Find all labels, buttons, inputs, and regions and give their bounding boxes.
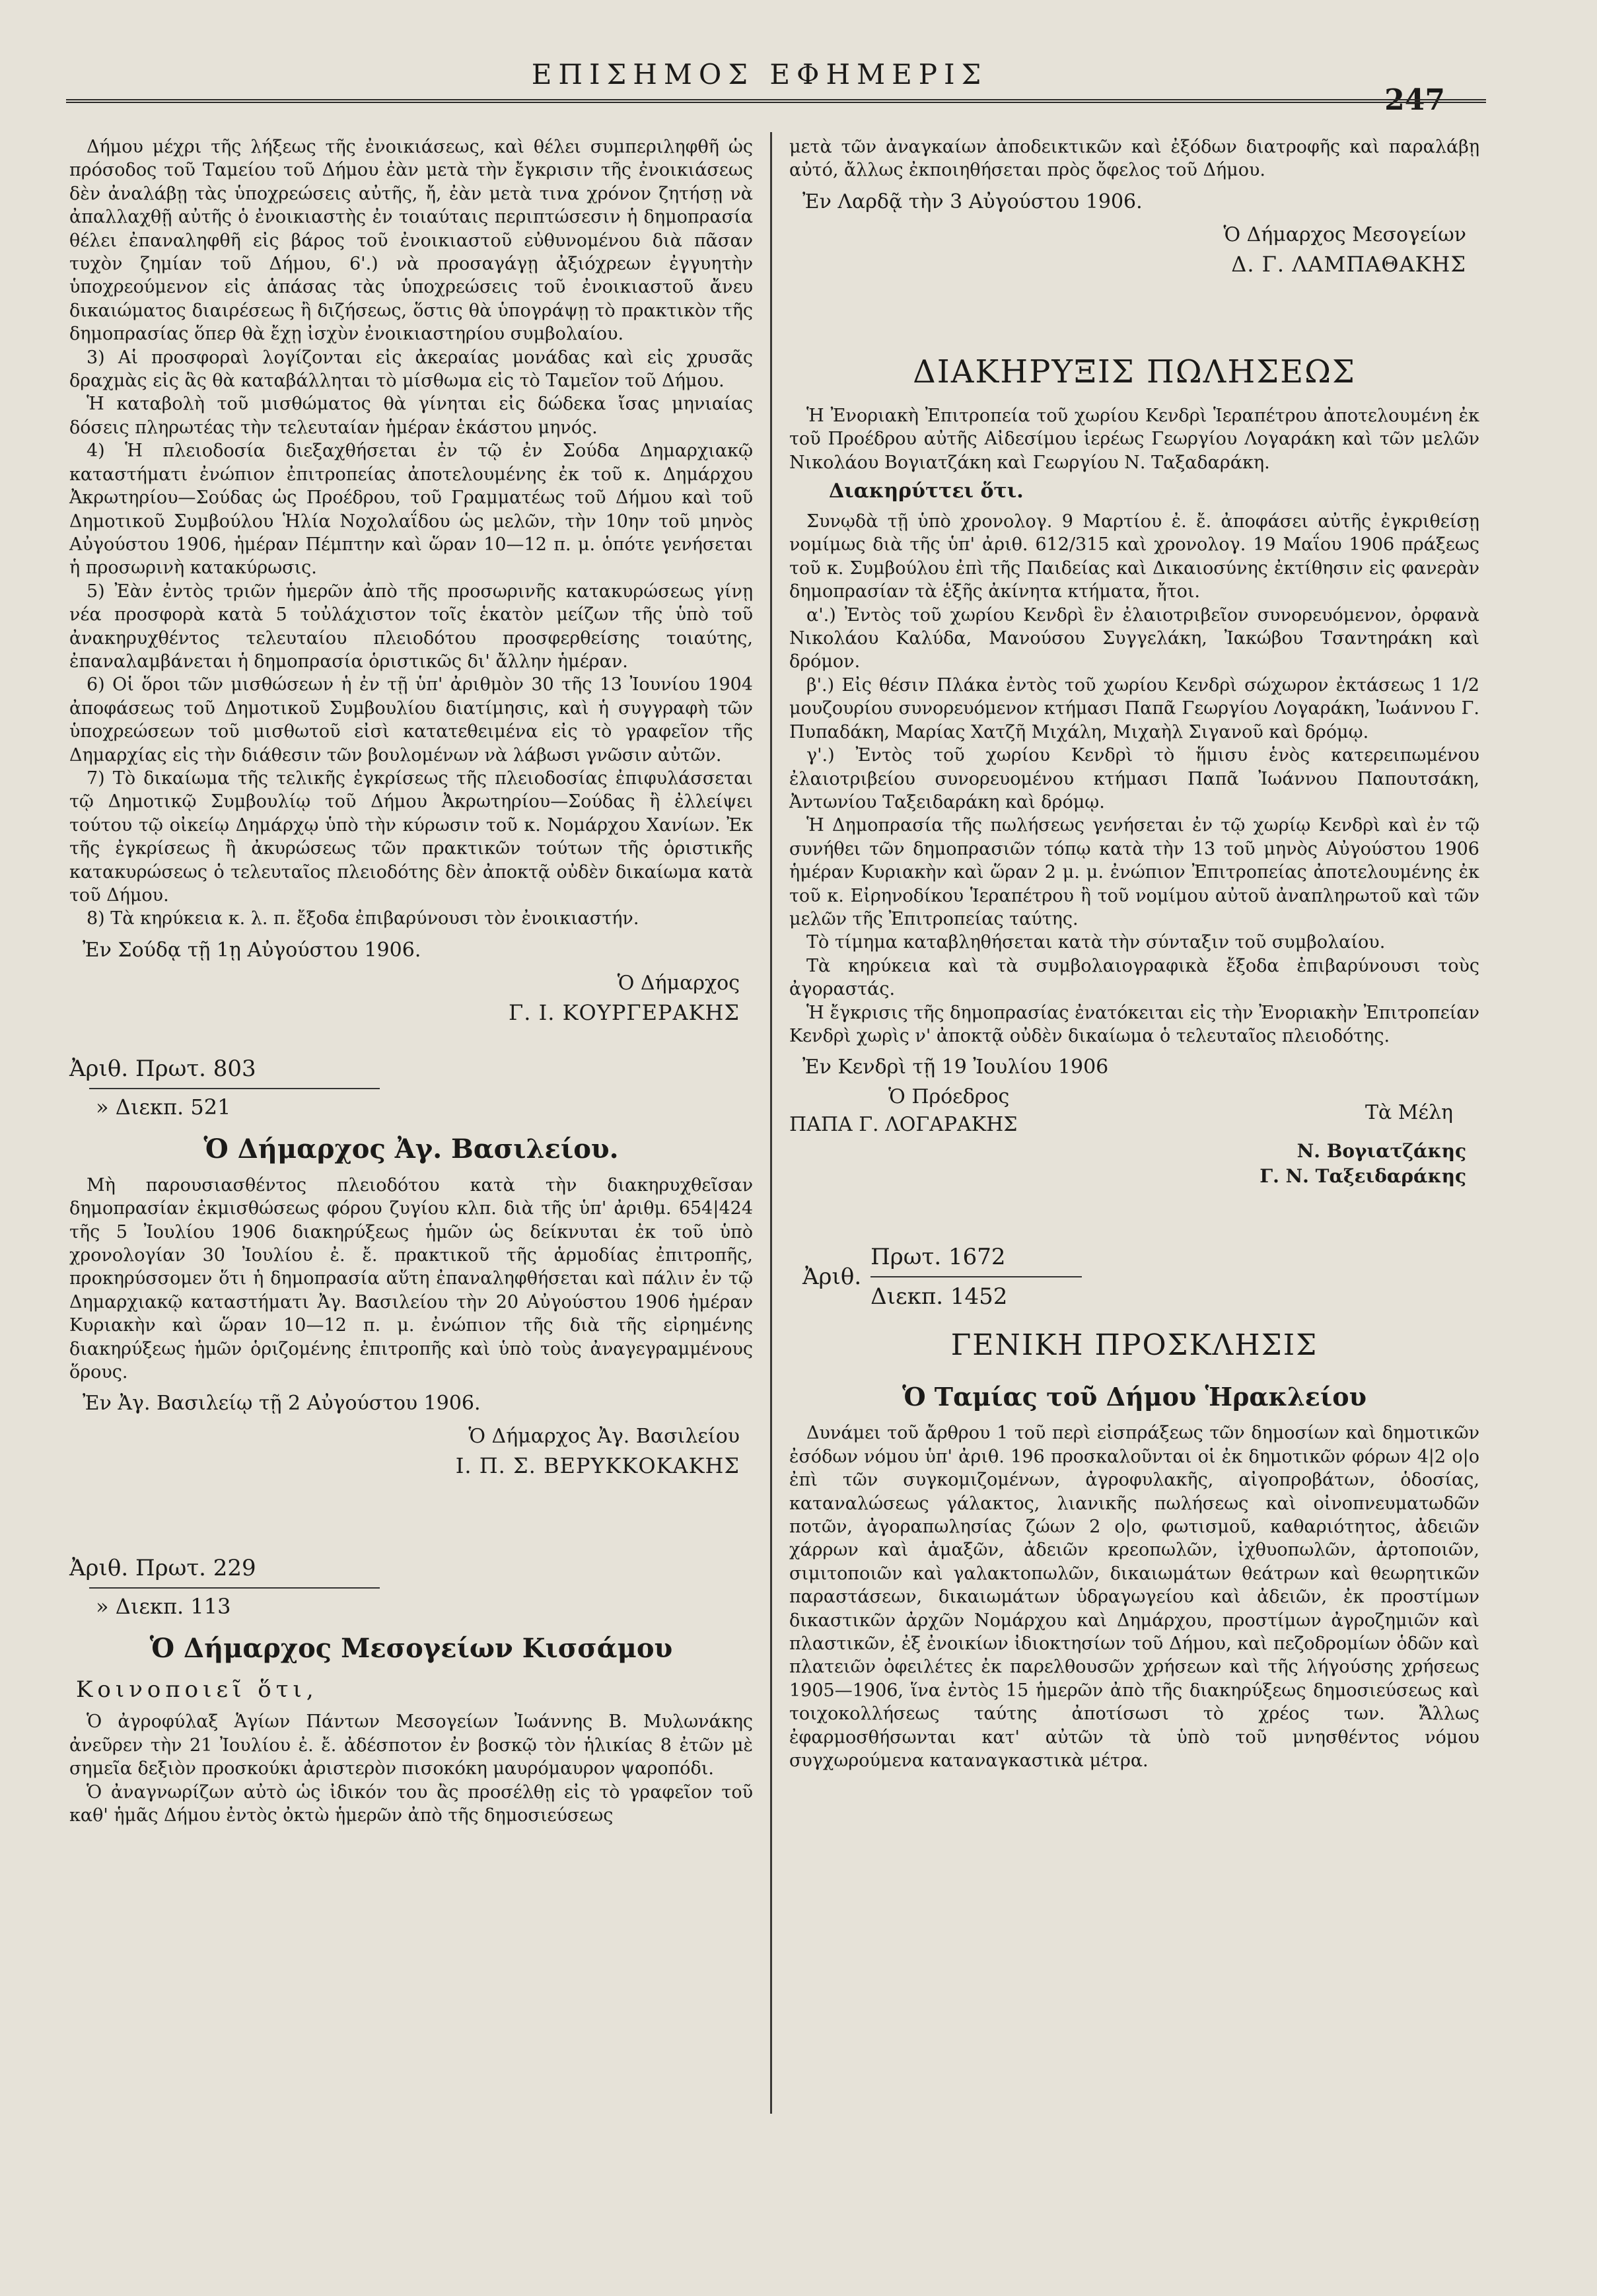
signature-row: [789, 1083, 1479, 1139]
signer-name: Δ. Γ. ΛΑΜΠΑΘΑΚΗΣ: [1231, 251, 1466, 277]
signer-title: Ὁ Δήμαρχος Ἀγ. Βασιλείου: [468, 1425, 740, 1449]
spacer: [789, 279, 1479, 338]
kissamos-notice: [69, 1553, 753, 1827]
paragraph: 6) Οἱ ὅροι τῶν μισθώσεων ἡ ἐν τῇ ὑπ' ἀριθμὸν 30 τῆς 13 Ἰουνίου 1904 ἀποφάσεως τοῦ Δημοτικοῦ Συμβουλίου διατίμησις, καὶ ἡ συγγραφὴ τῶν ὑποχρεώσεων τοῦ μισθωτοῦ εἰσὶ κατατεθειμένα εἰς τὸ γραφεῖον τῆς Δημαρχίας εἰς τὴν διάθεσιν τῶν βουλομένων νὰ λάβωσι γνῶσιν αὐτῶν.: [69, 674, 753, 766]
paragraph: Τὰ κηρύκεια καὶ τὰ συμβολαιογραφικὰ ἔξοδα ἐπιβαρύνουσι τοὺς ἀγοραστάς.: [789, 955, 1479, 1000]
announces-line: Διακηρύττει ὅτι.: [829, 480, 1024, 503]
reference-numbers: [870, 1242, 1082, 1312]
member-name: Γ. Ν. Ταξειδαράκης: [1260, 1165, 1466, 1188]
paragraph: μετὰ τῶν ἀναγκαίων ἀποδεικτικῶν καὶ ἐξόδων διατροφῆς καὶ παραλάβῃ αὐτό, ἄλλως ἐκποιηθήσεται πρὸς ὄφελος τοῦ Δήμου.: [789, 137, 1479, 181]
paragraph: β'.) Εἰς θέσιν Πλάκα ἐντὸς τοῦ χωρίου Κενδρὶ σώχωρον ἐκτάσεως 1 1/2 μουζουρίου συνορευόμενον κτήμασι Παπᾶ Γεωργίου Λογαράκη, Ἰωάννου Γ. Πυπαδάκη, Μαρίας Χατζῆ Μιχάλη, Μιχαὴλ Σιγανοῦ καὶ δρόμῳ.: [789, 674, 1479, 742]
paragraph: Τὸ τίμημα καταβληθήσεται κατὰ τὴν σύνταξιν τοῦ συμβολαίου.: [806, 932, 1386, 953]
signer-title: Ὁ Δήμαρχος: [617, 971, 740, 995]
president-block: [789, 1083, 1017, 1139]
notice-subheading: Κοινοποιεῖ ὅτι,: [76, 1676, 318, 1704]
paragraph: Ὁ ἀγροφύλαξ Ἁγίων Πάντων Μεσογείων Ἰωάννης Β. Μυλωνάκης ἀνεῦρεν τὴν 21 Ἰουλίου ἐ. ἔ. ἀδέσποτον ἐν βοσκῷ τὸν ἡλικίας 8 ἐτῶν μὲ σημεῖα δεξιὸν προσκούκι ἀριστερὸν πισοκόκη μαυρόμαυρον ψαροπόδι.: [69, 1711, 753, 1779]
heraklion-notice: [789, 1242, 1479, 1772]
spacer: [789, 1189, 1479, 1242]
paragraph: Συνῳδὰ τῇ ὑπὸ χρονολογ. 9 Μαρτίου ἐ. ἔ. ἀποφάσει αὐτῆς ἐγκριθείσῃ νομίμως διὰ τῆς ὑπ' ἀριθ. 612/315 καὶ χρονολογ. 19 Μαΐου 1906 πράξεως τοῦ κ. Συμβούλου ἐπὶ τῆς Παιδείας καὶ Δικαιοσύνης ἐκτίθησιν εἰς φανερὰν δημοπρασίαν τὰ ἑξῆς ἀκίνητα κτήματα, ἤτοι.: [789, 511, 1479, 602]
notice-heading: Ὁ Δήμαρχος Μεσογείων Κισσάμου: [149, 1633, 673, 1665]
paragraph: Ἡ Δημοπρασία τῆς πωλήσεως γενήσεται ἐν τῷ χωρίῳ Κενδρὶ καὶ ἐν τῷ συνήθει τῶν δημοπρασιῶν τόπῳ κατὰ τὴν 13 τοῦ μηνὸς Αὐγούστου 1906 ἡμέραν Κυριακὴν καὶ ὥραν 2 μ. μ. ἐνώπιον Ἐπιτροπείας ἀποτελουμένης ἐκ τοῦ κ. Εἰρηνοδίκου Ἱεραπέτρου ἢ τοῦ νομίμου αὐτοῦ ἀναπληρωτοῦ καὶ τῶν μελῶν τῆς Ἐπιτροπείας ταύτης.: [789, 815, 1479, 929]
spacer: [69, 1480, 753, 1553]
protocol-number: Πρωτ. 1672: [870, 1244, 1006, 1271]
paragraph: Ἡ ἔγκρισις τῆς δημοπρασίας ἐνατόκειται εἰς τὴν Ἐνοριακὴν Ἐπιτροπείαν Κενδρὶ χωρὶς ν' ἀποκτᾷ οὐδὲν δικαίωμα ὁ τελευταῖος πλειοδότης.: [789, 1002, 1479, 1046]
column-divider: [770, 132, 772, 2114]
dispatch-number: » Διεκπ. 113: [96, 1594, 231, 1620]
rule: [89, 1088, 380, 1089]
paragraph: α'.) Ἐντὸς τοῦ χωρίου Κενδρὶ ἓν ἐλαιοτριβεῖον συνορευόμενον, ὀρφανὰ Νικολάου Καλύδα, Μανούσου Συγγελάκη, Ἰακώβου Τσαντηράκη καὶ δρόμον.: [789, 604, 1479, 672]
header-rule: [66, 99, 1486, 103]
paragraph: Δυνάμει τοῦ ἄρθρου 1 τοῦ περὶ εἰσπράξεως τῶν δημοσίων καὶ δημοτικῶν ἐσόδων νόμου ὑπ' ἀριθ. 196 προσκαλοῦνται οἱ ἐκ δημοτικῶν φόρων 4|2 ο|ο ἐπὶ τῶν συγκομιζομένων, ἀγροφυλακῆς, αἰγοπροβάτων, ὁδοσίας, καταναλώσεως γάλακτος, λιανικῆς πωλήσεως καὶ οἰνοπνευματωδῶν ποτῶν, ἀγοραπωλησίας ζώων 2 ο|ο, φωτισμοῦ, καθαριότητος, ἀδειῶν χάρρων καὶ ἁμαξῶν, ἀδειῶν κρεοπωλῶν, ἰχθυοπωλῶν, ἀρτοποιῶν, σιμιτοποιῶν καὶ γαλακτοπωλῶν, δικαιωμάτων θεάτρων καὶ θεωρητικῶν παραστάσεων, δικαιωμάτων ὑδραγωγείου καὶ ἀδειῶν, ἐκ προστίμων δικαστικῶν ἀρχῶν Νομάρχου καὶ Δημάρχου, προστίμων ἀγροζημιῶν καὶ πλαστικῶν, ἐξ ἐνοικίων ἰδιοκτησίων τοῦ Δήμου, καὶ πεζοδρομίων ὁδῶν καὶ πλατειῶν ὀφειλέτες ἐκ παρελθουσῶν χρήσεων καὶ τῆς λήγούσης χρήσεως 1905—1906, ἵνα ἐντὸς 15 ἡμερῶν ἀπὸ τῆς διακηρύξεως δημοσιεύσεως καὶ τοιχοκολλήσεως ταύτης ἀποτίσωσι τὸ χρέος των. Ἄλλως ἐφαρμοσθήσωνται κατ' αὐτῶν τὰ ὑπὸ τοῦ μνησθέντος νόμου συγχωρούμενα καταναγκαστικὰ μέτρα.: [789, 1423, 1479, 1772]
paragraph: 3) Αἱ προσφοραὶ λογίζονται εἰς ἀκεραίας μονάδας καὶ εἰς χρυσᾶς δραχμὰς εἰς ἃς θὰ καταβάλληται τὸ μίσθωμα εἰς τὸ Ταμεῖον τοῦ Δήμου.: [69, 347, 753, 392]
page-number: 247: [1384, 83, 1445, 117]
left-column: [69, 135, 753, 1828]
lease-terms-notice: [69, 135, 753, 1027]
paragraph: 8) Τὰ κηρύκεια κ. λ. π. ἔξοδα ἐπιβαρύνουσι τὸν ἐνοικιαστήν.: [87, 908, 639, 929]
paragraph: Ἡ καταβολὴ τοῦ μισθώματος θὰ γίνηται εἰς δώδεκα ἴσας μηνιαίας δόσεις πληρωτέας τὴν τελευταίαν ἡμέραν ἑκάστου μηνός.: [69, 394, 753, 438]
dateline: Ἐν Λαρδᾷ τὴν 3 Αὐγούστου 1906.: [802, 190, 1143, 213]
dispatch-number: Διεκπ. 1452: [870, 1283, 1008, 1310]
signer-title: Ὁ Δήμαρχος Μεσογείων: [1223, 223, 1466, 246]
rule: [89, 1587, 380, 1589]
signer-name: Ι. Π. Σ. ΒΕΡΥΚΚΟΚΑΚΗΣ: [455, 1453, 740, 1479]
arith-label: Ἀριθ.: [802, 1264, 862, 1291]
protocol-number: Ἀριθ. Πρωτ. 229: [69, 1555, 256, 1582]
dispatch-number: » Διεκπ. 521: [96, 1094, 231, 1120]
president-title: Ὁ Πρόεδρος: [888, 1085, 1010, 1109]
paragraph: 5) Ἐὰν ἐντὸς τριῶν ἡμερῶν ἀπὸ τῆς προσωρινῆς κατακυρώσεως γίνῃ νέα προσφορὰ κατὰ 5 τοὐλάχιστον τοῖς ἑκατὸν μείζων τῆς ὑπὸ τοῦ ἀνακηρυχθέντος τελευταίου πλειοδότου προσφερθείσης τοιαύτης, ἐπαναλαμβάνεται ἡ δημοπρασία ὁριστικῶς δι' ἄλλην ἡμέραν.: [69, 581, 753, 672]
kissamos-continuation: [789, 135, 1479, 279]
reference-block: [789, 1242, 1479, 1312]
dateline: Ἐν Σούδᾳ τῇ 1ῃ Αὐγούστου 1906.: [83, 938, 421, 962]
member-name: Ν. Βογιατζάκης: [1296, 1140, 1466, 1163]
paragraph: Μὴ παρουσιασθέντος πλειοδότου κατὰ τὴν διακηρυχθεῖσαν δημοπρασίαν ἐκμισθώσεως φόρου ζυγίου κλπ. διὰ τῆς ὑπ' ἀριθμ. 654|424 τῆς 5 Ἰουλίου 1906 διακηρύξεως ἡμῶν ὡς δείκνυται ἐκ τοῦ ὑπὸ χρονολογίαν 30 Ἰουλίου ἐ. ἔ. πρακτικοῦ τῆς ἁρμοδίας ἐπιτροπῆς, προκηρύσσομεν ὅτι ἡ δημοπρασία αὕτη ἐπαναληφθήσεται καὶ πάλιν ἐν τῷ Δημαρχιακῷ καταστήματι Ἀγ. Βασιλείου τὴν 20 Αὐγούστου 1906 ἡμέραν Κυριακὴν καὶ ὥραν 10—12 π. μ. ἐνώπιον τῆς διὰ τῆς εἰρημένης διακηρύξεως ἡμῶν ὁριζομένης ἐπιτροπῆς καὶ ὑπὸ τοὺς ἀναγεγραμμένους ὅρους.: [69, 1174, 753, 1383]
members-block: [1365, 1083, 1479, 1139]
right-column: [789, 135, 1479, 1772]
sale-notice: [789, 351, 1479, 1190]
paragraph: Δήμου μέχρι τῆς λήξεως τῆς ἐνοικιάσεως, καὶ θέλει συμπεριληφθῆ ὡς πρόσοδος τοῦ Ταμείου τοῦ Δήμου ἐὰν μετὰ τὴν ἔγκρισιν τῆς ἐνοικιάσεως δὲν ἀναλάβῃ τὰς ὑποχρεώσεις αὐτῆς, ἤ, ἐὰν μετὰ τινα χρόνον ζητήσῃ νὰ ἀπαλλαχθῇ αὐτῆς ὁ ἐνοικιαστὴς ἐν τοιαύταις περιπτώσεσιν ἡ δημοπρασία θέλει ἐπαναληφθῆ εἰς βάρος τοῦ ἐνοικιαστοῦ εὐθυνομένου διὰ πᾶσαν τυχὸν ζημίαν τοῦ Δήμου, 6'.) νὰ προσαγάγῃ ἀξιόχρεων ἐγγυητὴν ὑποχρεούμενον εἰς ἁπάσας τὰς ὑποχρεώσεις τοῦ ἐνοικιαστοῦ ἄνευ δικαιώματος διαιρέσεως ἢ διζήσεως, ὅστις θὰ ὑπογράψῃ τὸ πρακτικὸν τῆς δημοπρασίας ὅπερ θὰ ἔχῃ ἰσχὺν ἐνοικιαστηρίου συμβολαίου.: [69, 137, 753, 345]
spacer: [69, 1027, 753, 1054]
paragraph: Ἡ Ἐνοριακὴ Ἐπιτροπεία τοῦ χωρίου Κενδρὶ Ἱεραπέτρου ἀποτελουμένη ἐκ τοῦ Προέδρου αὐτῆς Αἰδεσίμου ἱερέως Γεωργίου Λογαράκη καὶ τῶν μελῶν Νικολάου Βογιατζάκη καὶ Γεωργίου Ν. Ταξαδαράκη.: [789, 405, 1479, 473]
paragraph: 4) Ἡ πλειοδοσία διεξαχθήσεται ἐν τῷ ἐν Σούδα Δημαρχιακῷ καταστήματι ἐνώπιον ἐπιτροπείας ἀποτελουμένης ἐκ τοῦ κ. Δημάρχου Ἀκρωτηρίου—Σούδας ὡς Προέδρου, τοῦ Γραμματέως τοῦ Δήμου καὶ τοῦ Δημοτικοῦ Συμβούλου Ἡλία Νοχολαΐδου ὡς μελῶν, τὴν 10ην τοῦ μηνὸς Αὐγούστου 1906, ἡμέραν Πέμπτην καὶ ὥραν 10—12 π. μ. ὁπότε γενήσεται ἡ προσωρινὴ κατακύρωσις.: [69, 441, 753, 579]
rule: [870, 1276, 1082, 1277]
protocol-number: Ἀριθ. Πρωτ. 803: [69, 1055, 256, 1082]
paragraph: γ'.) Ἐντὸς τοῦ χωρίου Κενδρὶ τὸ ἥμισυ ἑνὸς κατερειπωμένου ἐλαιοτριβείου συνορευομένου κτήμασι Παπᾶ Ἰωάννου Παπουτσάκη, Ἀντωνίου Ταξειδαράκη καὶ δρόμῳ.: [789, 745, 1479, 812]
notice-heading: Ὁ Δήμαρχος Ἀγ. Βασιλείου.: [203, 1133, 619, 1165]
members-title: Τὰ Μέλη: [1365, 1101, 1453, 1125]
running-head: ΕΠΙΣΗΜΟΣ ΕΦΗΜΕΡΙΣ: [531, 58, 988, 90]
paragraph: Ὁ ἀναγνωρίζων αὐτὸ ὡς ἰδικόν του ἂς προσέλθῃ εἰς τὸ γραφεῖον τοῦ καθ' ἡμᾶς Δήμου ἐντὸς ὀκτὼ ἡμερῶν ἀπὸ τῆς δημοσιεύσεως: [69, 1781, 753, 1826]
vasileio-notice: [69, 1054, 753, 1481]
dateline: Ἐν Κενδρὶ τῇ 19 Ἰουλίου 1906: [802, 1056, 1109, 1079]
dateline: Ἐν Ἀγ. Βασιλείῳ τῇ 2 Αὐγούστου 1906.: [83, 1392, 481, 1416]
president-name: ΠΑΠΑ Γ. ΛΟΓΑΡΑΚΗΣ: [789, 1113, 1018, 1137]
notice-heading: ΔΙΑΚΗΡΥΞΙΣ ΠΩΛΗΣΕΩΣ: [913, 353, 1356, 390]
notice-heading: ΓΕΝΙΚΗ ΠΡΟΣΚΛΗΣΙΣ: [950, 1328, 1318, 1363]
paragraph: 7) Τὸ δικαίωμα τῆς τελικῆς ἐγκρίσεως τῆς πλειοδοσίας ἐπιφυλάσσεται τῷ Δημοτικῷ Συμβουλίῳ τοῦ Δήμου Ἀκρωτηρίου—Σούδας ἢ ἐλλείψει τούτου τῷ οἰκείῳ Δημάρχῳ ὑπὸ τὴν κύρωσιν τοῦ κ. Νομάρχου Χανίων. Ἐκ τῆς ἐγκρίσεως ἢ ἀκυρώσεως τῶν πρακτικῶν τούτων τῆς ὁριστικῆς κατακυρώσεως ὁ τελευταῖος πλειοδότης δὲν ἀποκτᾷ οὐδὲν δικαίωμα κατὰ τοῦ Δήμου.: [69, 768, 753, 906]
signer-name: Γ. Ι. ΚΟΥΡΓΕΡΑΚΗΣ: [509, 999, 740, 1025]
notice-subheading: Ὁ Ταμίας τοῦ Δήμου Ἡρακλείου: [902, 1382, 1366, 1412]
